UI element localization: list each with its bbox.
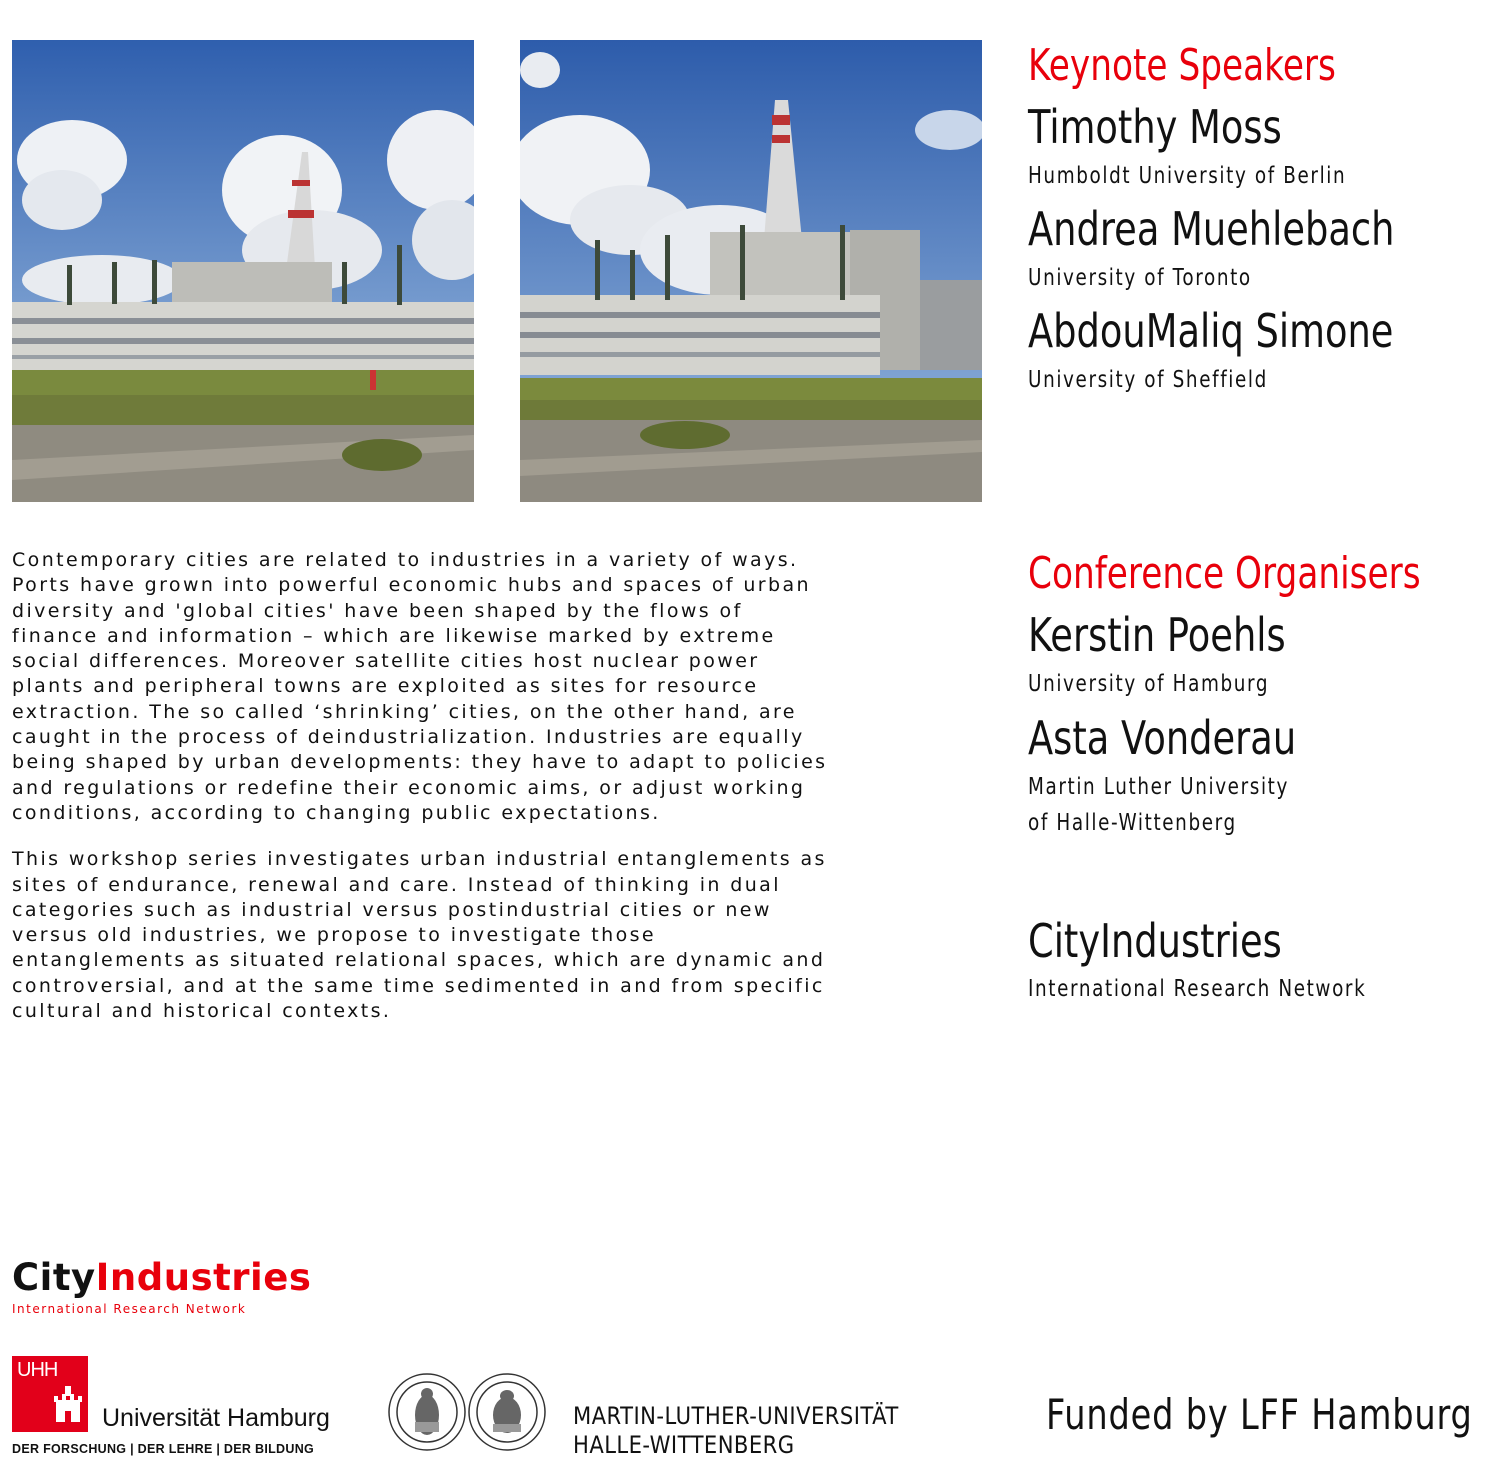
photo-power-plant-right	[520, 40, 982, 502]
mlu-line1: MARTIN-LUTHER-UNIVERSITÄT	[573, 1402, 899, 1430]
body-paragraph: This workshop series investigates urban industrial entanglements as sites of endurance, renewal and care. Instead of thinking in dual categories such as industrial versus postindustrial cities or new versus old industries, we propose to investigate those entanglements as situated relational spaces, which are dynamic and controversial, and at the same time sedimented in and from specific cultural and historical contexts.	[12, 848, 827, 1023]
uhh-emblem	[12, 1356, 88, 1432]
speaker-name: Timothy Moss	[1028, 100, 1282, 154]
organiser-affiliation: University of Hamburg	[1028, 671, 1270, 697]
speaker-name: Andrea Muehlebach	[1028, 202, 1395, 256]
mlu-line2: HALLE-WITTENBERG	[573, 1431, 795, 1459]
castle-icon	[12, 1356, 88, 1432]
uhh-logo	[12, 1356, 330, 1456]
organiser-name: Asta Vonderau	[1028, 711, 1297, 765]
uhh-letters: UHH	[17, 1359, 58, 1381]
uhh-tagline: DER FORSCHUNG | DER LEHRE | DER BILDUNG	[12, 1442, 315, 1456]
photo-power-plant-left	[12, 40, 474, 502]
network-name: CityIndustries	[1028, 914, 1282, 968]
organiser-affiliation: of Halle-Wittenberg	[1028, 810, 1237, 836]
organiser-name: Kerstin Poehls	[1028, 608, 1286, 662]
mlu-seals-icon	[385, 1370, 550, 1455]
keynote-heading: Keynote Speakers	[1028, 40, 1336, 91]
logo-subtitle: International Research Network	[12, 1302, 247, 1316]
network-subtitle: International Research Network	[1028, 976, 1367, 1002]
logo-city-text: City	[12, 1256, 96, 1299]
mlu-name	[573, 1402, 899, 1460]
speaker-affiliation: Humboldt University of Berlin	[1028, 163, 1347, 189]
speaker-name: AbdouMaliq Simone	[1028, 304, 1394, 358]
speaker-affiliation: University of Sheffield	[1028, 367, 1268, 393]
organiser-affiliation: Martin Luther University	[1028, 774, 1289, 800]
cityindustries-logo	[12, 1256, 311, 1316]
logo-industries-text: Industries	[95, 1256, 312, 1299]
speaker-affiliation: University of Toronto	[1028, 265, 1252, 291]
funding-note: Funded by LFF Hamburg	[1046, 1390, 1473, 1439]
organisers-heading: Conference Organisers	[1028, 548, 1421, 599]
uhh-name: Universität Hamburg	[102, 1404, 330, 1432]
body-paragraph: Contemporary cities are related to industries in a variety of ways. Ports have grown into powerful economic hubs and spaces of urban diversity and 'global cities' have been shaped by the flows of finance and information – which are likewise marked by extreme social differences. Moreover satellite cities host nuclear power plants and peripheral towns are exploited as sites for resource extraction. The so called ‘shrinking’ cities, on the other hand, are caught in the process of deindustrialization. Industries are equally being shaped by urban developments: they have to adapt to policies and regulations or redefine their economic aims, or adjust working conditions, according to changing public expectations.	[12, 549, 828, 824]
body-text	[12, 548, 992, 1045]
